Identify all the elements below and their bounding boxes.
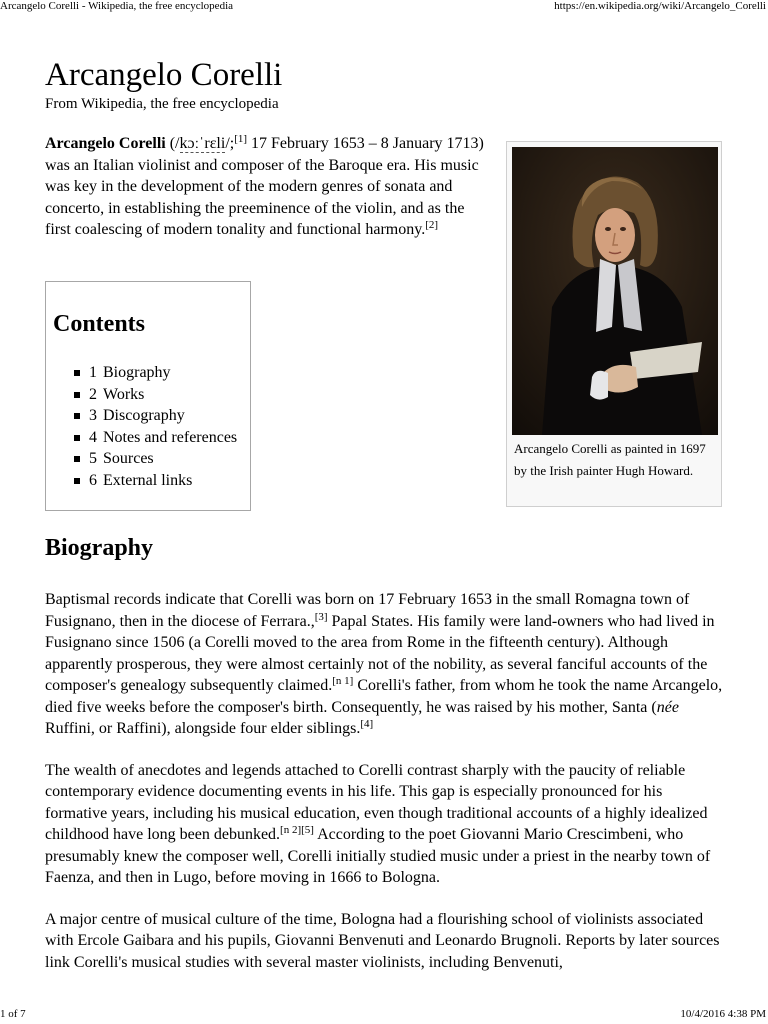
- note-link[interactable]: [n 1]: [332, 675, 354, 687]
- page-url[interactable]: https://en.wikipedia.org/wiki/Arcangelo_Corelli: [554, 0, 766, 12]
- print-datetime: 10/4/2016 4:38 PM: [680, 1008, 766, 1020]
- bullet-icon: [74, 435, 80, 441]
- toc-item-works[interactable]: 2 Works: [74, 384, 237, 406]
- table-of-contents: [45, 281, 251, 511]
- ref-link[interactable]: [1]: [234, 133, 248, 145]
- subject-name: Arcangelo Corelli: [45, 135, 166, 152]
- toc-item-notes[interactable]: 4 Notes and references: [74, 427, 237, 449]
- toc-item-biography[interactable]: 1 Biography: [74, 362, 237, 384]
- bullet-icon: [74, 370, 80, 376]
- toc-item-discography[interactable]: 3 Discography: [74, 405, 237, 427]
- ipa-open: (/: [165, 135, 180, 152]
- paragraph: A major centre of musical culture of the time, Bologna had a flourishing school of violinists associated with Ercole Gaibara and his pupils, Giovanni Benvenuti and Leonardo Brugnoli. Reports by later sources link Corelli's musical studies with several master violinists, including Benvenuti,: [45, 910, 720, 971]
- lead-text: 17 February 1653 – 8 January 1713) was an Italian violinist and composer of the Baroque era. His music was key in the development of the modern genres of sonata and concerto, in establishing the preeminence of the violin, and as the first coalescing of modern tonality and functional harmony.: [45, 135, 484, 238]
- portrait-caption: Arcangelo Corelli as painted in 1697 by the Irish painter Hugh Howard.: [514, 441, 706, 478]
- paragraph: The wealth of anecdotes and legends attached to Corelli contrast sharply with the paucity of reliable contemporary evidence documenting events in his life. This gap is especially pronounced for his formative years, including his musical education, even though traditional accounts of a highly idealized childhood have long been debunked.[n 2][5] According to the poet Giovanni Mario Crescimbeni, who presumably knew the composer well, Corelli initially studied music under a priest in the nearby town of Faenza, and then in Lugo, before moving in 1666 to Bologna.: [45, 761, 711, 886]
- bullet-icon: [74, 478, 80, 484]
- toc-item-external-links[interactable]: 6 External links: [74, 470, 237, 492]
- paragraph: Baptismal records indicate that Corelli was born on 17 February 1653 in the small Romagna town of Fusignano, then in the diocese of Ferrara.,[3] Papal States. His family were land-owners who had lived in Fusignano since 1506 (a Corelli moved to the area from Rome in the fifteenth century). Although apparently prosperous, they were almost certainly not of the nobility, as several fanciful accounts of the composer's genealogy subsequently claimed.[n 1] Corelli's father, from whom he took the name Arcangelo, died five weeks before the composer's birth. Consequently, he was raised by his mother, Santa (née Ruffini, or Raffini), alongside four elder siblings.[4]: [45, 591, 723, 737]
- print-footer: [0, 1008, 768, 1024]
- ref-link[interactable]: [3]: [314, 610, 328, 623]
- page-title-header: Arcangelo Corelli - Wikipedia, the free encyclopedia: [0, 0, 234, 12]
- tagline: From Wikipedia, the free encyclopedia: [45, 96, 279, 112]
- print-header: [0, 0, 768, 16]
- article-title: Arcangelo Corelli: [45, 57, 283, 93]
- biography-body: [45, 589, 725, 993]
- bullet-icon: [74, 392, 80, 398]
- page-counter: 1 of 7: [0, 1008, 26, 1020]
- note-link[interactable]: [n 2]: [280, 824, 302, 836]
- portrait-image[interactable]: [512, 147, 718, 435]
- ref-link[interactable]: [5]: [301, 824, 314, 836]
- bullet-icon: [74, 413, 80, 419]
- lead-paragraph: [45, 133, 485, 241]
- ipa-pronunciation[interactable]: kɔːˈrɛli: [179, 135, 226, 152]
- ref-link[interactable]: [4]: [360, 718, 374, 730]
- toc-item-sources[interactable]: 5 Sources: [74, 448, 237, 470]
- section-heading-biography: Biography: [45, 535, 154, 561]
- ipa-close: /;: [225, 135, 235, 152]
- toc-heading: Contents: [53, 311, 146, 337]
- ref-link[interactable]: [2]: [425, 219, 439, 231]
- toc-list: [74, 362, 237, 491]
- portrait-thumbnail: [506, 141, 722, 507]
- bullet-icon: [74, 456, 80, 462]
- article-header: [45, 56, 725, 113]
